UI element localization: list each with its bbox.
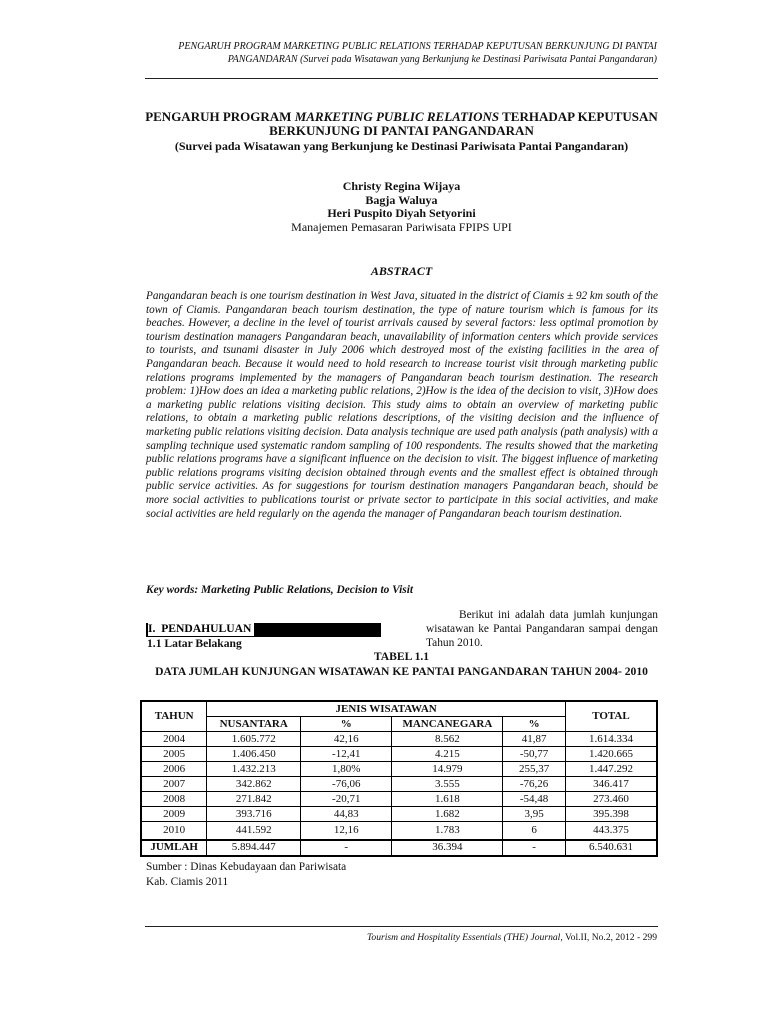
paper-title [140, 110, 663, 138]
header-rule [145, 78, 658, 79]
running-head-line-1: PENGARUH PROGRAM MARKETING PUBLIC RELATIONS TERHADAP KEPUTUSAN BERKUNJUNG DI PANTAI [178, 41, 657, 52]
header-total: TOTAL [565, 701, 657, 732]
cell: 1.618 [392, 792, 503, 807]
cell: 4.215 [392, 747, 503, 762]
cell: 1.614.334 [565, 732, 657, 747]
cell: 3,95 [503, 807, 566, 822]
section-number: I. [148, 622, 156, 635]
cell: 443.375 [565, 822, 657, 840]
cell: 8.562 [392, 732, 503, 747]
cell: 41,87 [503, 732, 566, 747]
header-foreign: MANCANEGARA [392, 717, 503, 732]
cell: 6.540.631 [565, 840, 657, 856]
footer-issue-page: Vol.II, No.2, 2012 - 299 [562, 932, 657, 943]
cell: 36.394 [392, 840, 503, 856]
author-affiliation: Manajemen Pemasaran Pariwisata FPIPS UPI [291, 219, 512, 234]
table-row [141, 732, 657, 747]
paper-subtitle: (Survei pada Wisatawan yang Berkunjung ke Destinasi Pariwisata Pantai Pangandaran) [174, 139, 629, 153]
table-row [141, 747, 657, 762]
table-source [146, 860, 346, 890]
author-block [140, 180, 663, 234]
cell: 2004 [141, 732, 207, 747]
cell: -76,06 [301, 777, 392, 792]
cell: -50,77 [503, 747, 566, 762]
section-heading [148, 622, 254, 636]
cell: -54,48 [503, 792, 566, 807]
subsection-heading: 1.1 Latar Belakang [147, 637, 242, 650]
cell: 271.842 [207, 792, 301, 807]
section-title: PENDAHULUAN [161, 622, 252, 635]
author-name-2: Bagja Waluya [365, 192, 438, 207]
author-name-1: Christy Regina Wijaya [342, 179, 461, 193]
visitor-data-table [140, 700, 658, 857]
table-row [141, 762, 657, 777]
intro-paragraph: Berikut ini adalah data jumlah kunjungan wisatawan ke Pantai Pangandaran sampai dengan Tahun 2010. [426, 609, 658, 650]
cell: 1.406.450 [207, 747, 301, 762]
cell: 5.894.447 [207, 840, 301, 856]
abstract-heading: ABSTRACT [370, 264, 433, 278]
cell: 12,16 [301, 822, 392, 840]
title-part-3: TERHADAP KEPUTUSAN [499, 109, 658, 124]
cell: 2006 [141, 762, 207, 777]
table-row [141, 792, 657, 807]
header-domestic-percent: % [301, 717, 392, 732]
title-italic-part: MARKETING PUBLIC RELATIONS [294, 109, 500, 124]
cell: 273.460 [565, 792, 657, 807]
cell: -20,71 [301, 792, 392, 807]
footer-rule [145, 926, 658, 927]
title-line-2: BERKUNJUNG DI PANTAI PANGANDARAN [269, 123, 534, 138]
cell: 393.716 [207, 807, 301, 822]
cell: 2007 [141, 777, 207, 792]
cell: -12,41 [301, 747, 392, 762]
title-part-1: PENGARUH PROGRAM [145, 109, 295, 124]
cell: 342.862 [207, 777, 301, 792]
running-head [145, 40, 657, 66]
cell: 2005 [141, 747, 207, 762]
cell: 1,80% [301, 762, 392, 777]
cell: 1.420.665 [565, 747, 657, 762]
cell: 1.783 [392, 822, 503, 840]
table-row [141, 807, 657, 822]
cell: 1.447.292 [565, 762, 657, 777]
header-visitor-type: JENIS WISATAWAN [207, 701, 566, 717]
author-name-3: Heri Puspito Diyah Setyorini [327, 206, 476, 220]
header-domestic: NUSANTARA [207, 717, 301, 732]
keywords: Key words: Marketing Public Relations, Decision to Visit [146, 584, 414, 596]
cell: 42,16 [301, 732, 392, 747]
abstract-text: Pangandaran beach is one tourism destination in West Java, situated in the district of Ciamis ± 92 km south of the town of Ciamis. Pangandaran beach tourism destination, the type of nature tourism which is famous for its beaches. However, a decline in the level of tourist arrivals caused by several factors: less optimal promotion by tourism destination managers Pangandaran beach, unavailability of information centers which provide services to tourists, and tsunami disaster in July 2006 which destroyed most of the existing facilities in the area of Pangandaran beach. Because it would need to hold research to increase tourist visit through marketing public relations programs implemented by the managers of Pangandaran beach tourism destination. The research problem: 1)How does an idea a marketing public relations, 2)How is the idea of the decision to visit, 3)How does a marketing public relations visiting decision. This study aims to obtain an overview of marketing public relations, to obtain a marketing public relations descriptions, of the visiting decision and the influence of marketing public relations visiting decision. Data analysis technique are used path analysis (path analysis) with a sampling technique used systematic random sampling of 100 respondents. The results showed that the marketing public relations programs have a significant influence on the decision to visit. The biggest influence of marketing public relations programs visiting decision obtained through events and the smallest effect is obtained through public service activities. As for suggestions for tourism destination managers Pangandaran beach, should be more social activities to publications tourist or private sector to participate in this social activities, and make social activities are held regularly on the agenda the manager of Pangandaran beach tourism destination. [146, 290, 658, 520]
cell: JUMLAH [141, 840, 207, 856]
cell: 6 [503, 822, 566, 840]
table-label: TABEL 1.1 [373, 650, 430, 663]
cell: 441.592 [207, 822, 301, 840]
cell: -76,26 [503, 777, 566, 792]
cell: 2008 [141, 792, 207, 807]
cell: - [503, 840, 566, 856]
table-row [141, 777, 657, 792]
header-year: TAHUN [141, 701, 207, 732]
cell: 395.398 [565, 807, 657, 822]
cell: 255,37 [503, 762, 566, 777]
source-line-2: Kab. Ciamis 2011 [146, 876, 229, 888]
table-body [141, 732, 657, 856]
source-line-1: Sumber : Dinas Kebudayaan dan Pariwisata [146, 861, 347, 873]
table-row [141, 822, 657, 840]
table-total-row [141, 840, 657, 856]
cell: 14.979 [392, 762, 503, 777]
header-foreign-percent: % [503, 717, 566, 732]
cell: 346.417 [565, 777, 657, 792]
cell: 1.432.213 [207, 762, 301, 777]
table-caption: DATA JUMLAH KUNJUNGAN WISATAWAN KE PANTAI PANGANDARAN TAHUN 2004- 2010 [155, 665, 648, 678]
page-footer [145, 932, 657, 943]
cell: - [301, 840, 392, 856]
running-head-line-2: PANGANDARAN (Survei pada Wisatawan yang Berkunjung ke Destinasi Pariwisata Pantai Pangandaran) [227, 54, 657, 65]
cell: 2009 [141, 807, 207, 822]
cell: 44,83 [301, 807, 392, 822]
cell: 2010 [141, 822, 207, 840]
cell: 3.555 [392, 777, 503, 792]
footer-journal-name: Tourism and Hospitality Essentials (THE) Journal, [366, 932, 563, 943]
cell: 1.605.772 [207, 732, 301, 747]
cell: 1.682 [392, 807, 503, 822]
